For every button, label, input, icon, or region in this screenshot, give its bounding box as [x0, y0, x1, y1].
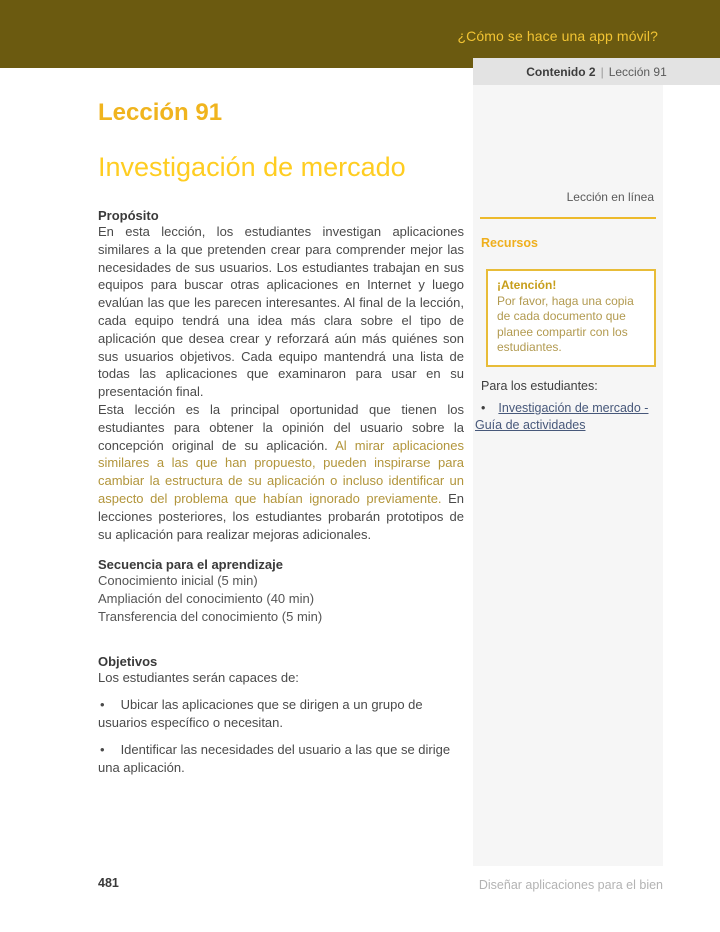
main-content: [98, 0, 464, 776]
sequence-item-activity: Ampliación del conocimiento (40 min): [98, 591, 315, 607]
objective-item: [98, 696, 464, 732]
sequence-item-wrapup: Transferencia del conocimiento (5 min): [98, 609, 323, 625]
lesson-title-heading: Investigación de mercado: [98, 152, 406, 182]
attention-body: Por favor, haga una copia de cada documento que planee compartir con los estudiantes.: [497, 293, 634, 355]
unit-banner-title: ¿Cómo se hace una app móvil?: [457, 28, 658, 44]
resources-heading: Recursos: [481, 236, 538, 250]
objective-item: [98, 741, 464, 777]
attention-box: [486, 269, 656, 367]
breadcrumb: [473, 58, 720, 85]
student-resource-link[interactable]: Investigación de mercado - Guía de actividades: [475, 400, 649, 432]
purpose-paragraph-2: [98, 401, 464, 543]
objective-item-text: Identificar las necesidades del usuario a las que se dirige una aplicación.: [98, 741, 451, 775]
footer-book-title: Diseñar aplicaciones para el bien: [478, 878, 663, 892]
sequence-item-warmup: Conocimiento inicial (5 min): [98, 573, 258, 589]
sequence-heading: Secuencia para el aprendizaje: [98, 557, 283, 573]
sidebar-divider: [480, 217, 656, 219]
purpose-heading: Propósito: [98, 208, 159, 223]
objectives-heading: Objetivos: [98, 654, 158, 670]
objectives-intro: Los estudiantes serán capaces de:: [98, 670, 299, 686]
bullet-icon: •: [100, 697, 105, 713]
purpose-paragraph-2-end: En lecciones posteriores, los estudiantes probarán prototipos de su aplicación para realizar mejoras adicionales.: [98, 490, 464, 542]
bullet-icon: •: [100, 741, 105, 757]
breadcrumb-lesson: Lección 91: [608, 64, 667, 79]
online-lesson-label: Lección en línea: [566, 190, 654, 204]
students-heading: Para los estudiantes:: [481, 378, 598, 393]
purpose-paragraph-2-start: Esta lección es la principal oportunidad que tienen los estudiantes para obtener la opinión del usuario sobre la concepción original de su aplicación.: [98, 401, 464, 453]
objective-item-text: Ubicar las aplicaciones que se dirigen a un grupo de usuarios específico o necesitan.: [98, 697, 423, 730]
bullet-icon: •: [481, 400, 486, 415]
sidebar: [473, 85, 663, 866]
attention-title: ¡Atención!: [497, 278, 557, 292]
breadcrumb-unit: Contenido 2: [526, 64, 596, 79]
purpose-paragraph-1: En esta lección, los estudiantes investigan aplicaciones similares a la que pretenden crear para comprender mejor las necesidades de sus usuarios. Los estudiantes trabajan en sus equipos para buscar otras aplicaciones en Internet y luego evalúan las que les parecen interesantes. Al final de la lección, cada equipo tendrá una idea más clara sobre el tipo de aplicación que desea crear y reforzará aún más quiénes son sus usuarios objetivos. Cada equipo mantendrá una lista de todas las aplicaciones que examinaron para usar en su presentación final.: [98, 224, 464, 400]
page-number: 481: [98, 876, 119, 890]
breadcrumb-separator: |: [600, 64, 604, 79]
student-resource-item: [473, 400, 663, 434]
highlighted-text: Al mirar aplicaciones similares a las que han propuesto, pueden inspirarse para cambiar la estructura de su aplicación o incluso identificar un aspecto del problema que habían ignorado previamente.: [98, 437, 465, 506]
lesson-number-heading: Lección 91: [98, 99, 223, 126]
